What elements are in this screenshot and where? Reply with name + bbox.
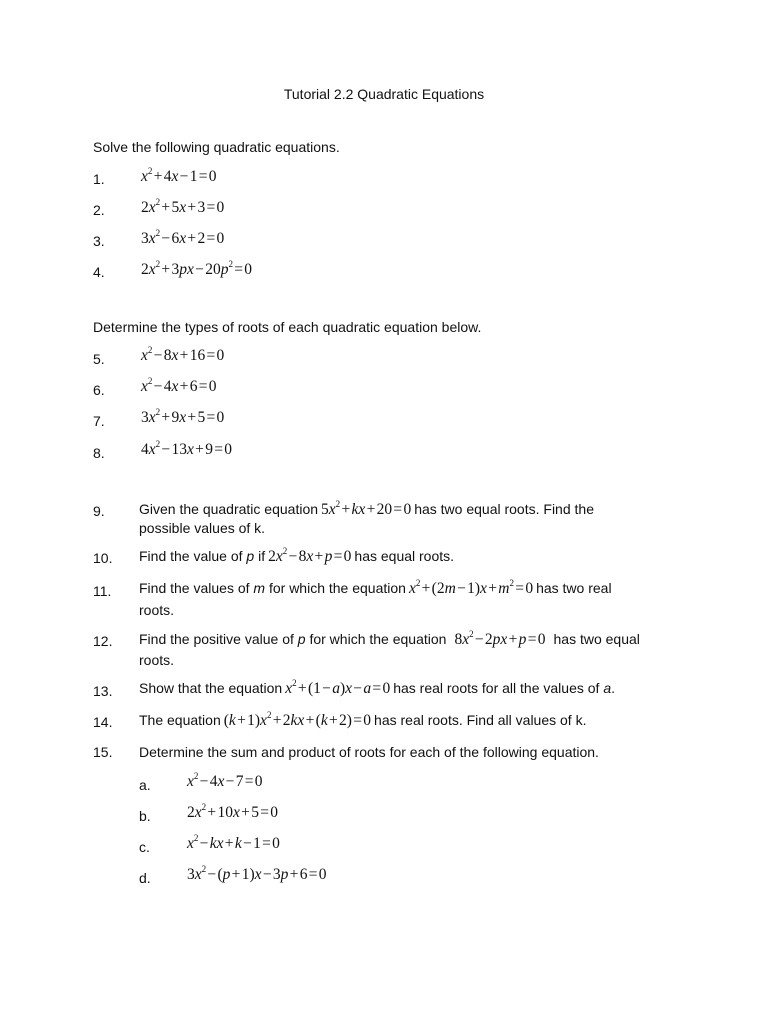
subitem-letter: c. (139, 839, 150, 855)
equation: $3x^2$ + 9x + 5 = 0 (141, 407, 225, 426)
item-number: 6. (93, 382, 105, 398)
item-number: 4. (93, 264, 105, 280)
section2-instruction: Determine the types of roots of each quadratic equation below. (93, 319, 482, 335)
question-text: Find the values of m for which the equation $x^2$ + (2m − 1)x + $m^2$ = 0 has two real (139, 578, 612, 597)
item-number: 11. (93, 583, 112, 599)
item-number: 14. (93, 714, 113, 730)
equation: $x^2$ − 4x + 6 = 0 (141, 376, 217, 395)
equation: $3x^2$ − 6x + 2 = 0 (141, 228, 225, 247)
equation: $2x^2$ + 5x + 3 = 0 (141, 197, 225, 216)
item-number: 8. (93, 445, 105, 461)
question-text: Determine the sum and product of roots for each of the following equation. (139, 744, 599, 760)
item-number: 9. (93, 503, 105, 519)
question-text: The equation (k + $1)x^2$ + 2kx + (k + 2) = 0 has real roots. Find all values of k. (139, 710, 587, 729)
equation: $2x^2$ + 3px − $20p^2$ = 0 (141, 259, 253, 278)
subitem-letter: a. (139, 777, 151, 793)
equation: $x^2$ − kx + k − 1 = 0 (187, 833, 280, 852)
question-text: Find the positive value of p for which the equation $8x^2$ − 2px + p = 0 has two equal (139, 629, 640, 648)
item-number: 3. (93, 233, 105, 249)
equation: $3x^2$ − (p + 1)x − 3p + 6 = 0 (187, 864, 327, 883)
item-number: 5. (93, 351, 105, 367)
section1-instruction: Solve the following quadratic equations. (93, 139, 340, 155)
question-text: Find the value of p if $2x^2$ − 8x + p = 0 has equal roots. (139, 546, 455, 565)
item-number: 13. (93, 683, 113, 699)
equation: $x^2$ + 4x − 1 = 0 (141, 166, 217, 185)
item-number: 1. (93, 171, 105, 187)
equation: $2x^2$ + 10x + 5 = 0 (187, 802, 279, 821)
question-text-line2: roots. (139, 652, 175, 668)
item-number: 15. (93, 744, 113, 760)
subitem-letter: b. (139, 808, 151, 824)
item-number: 7. (93, 413, 105, 429)
subitem-letter: d. (139, 870, 151, 886)
page-title: Tutorial 2.2 Quadratic Equations (283, 86, 485, 102)
item-number: 2. (93, 202, 105, 218)
equation: $x^2$ − 8x + 16 = 0 (141, 345, 225, 364)
item-number: 12. (93, 633, 113, 649)
question-text-line2: roots. (139, 602, 175, 618)
question-text: Show that the equation $x^2$ + (1 − a)x − a = 0 has real roots for all the values of a. (139, 678, 616, 697)
item-number: 10. (93, 550, 113, 566)
equation: $x^2$ − 4x − 7 = 0 (187, 771, 263, 790)
question-text-line2: possible values of k. (139, 520, 266, 536)
equation: $4x^2$ − 13x + 9 = 0 (141, 439, 233, 458)
question-text: Given the quadratic equation $5x^2$ + kx + 20 = 0 has two equal roots. Find the (139, 499, 594, 518)
